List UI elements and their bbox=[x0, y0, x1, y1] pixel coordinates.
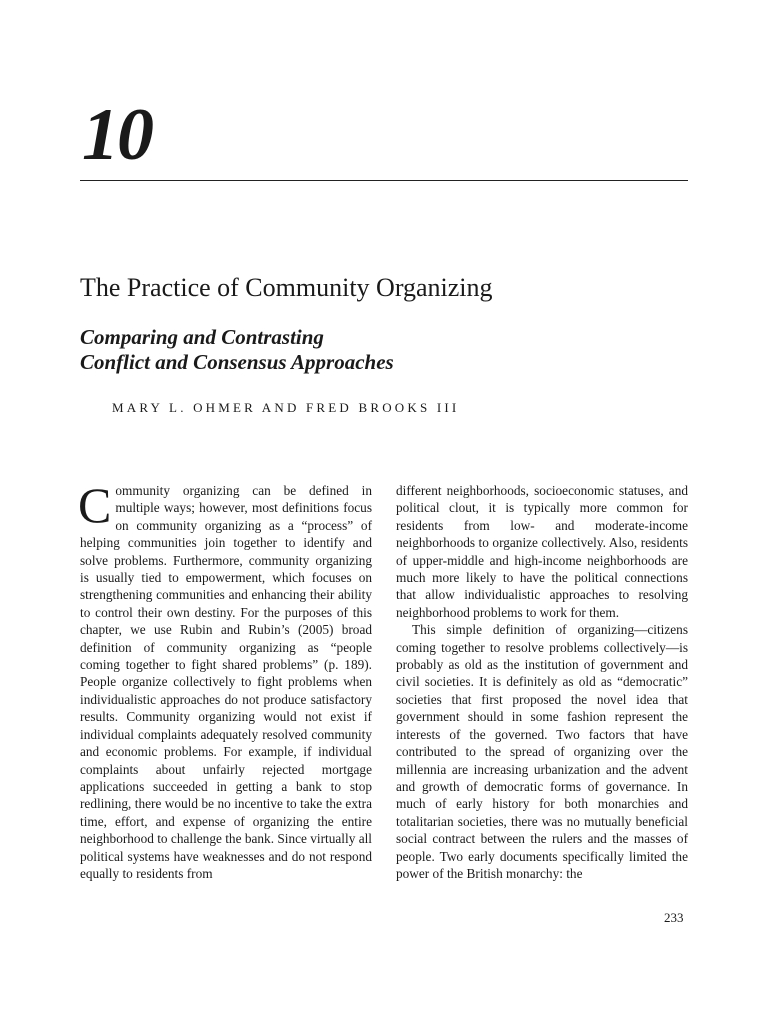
chapter-rule bbox=[80, 180, 688, 181]
body-paragraph: different neighborhoods, socioeconomic statuses, and political clout, it is typically more common for residents from low- and moderate-income neighborhoods to organize collectively. Also, residents of upper-middle and high-income neighborhoods are much more likely to have the political connections that allow individualistic approaches to resolving neighborhood problems to work for them. bbox=[396, 483, 688, 620]
drop-cap: C bbox=[78, 477, 112, 533]
right-column bbox=[396, 482, 688, 882]
subtitle-line-2: Conflict and Consensus Approaches bbox=[80, 350, 394, 374]
body-paragraph bbox=[78, 477, 372, 882]
subtitle-line-1: Comparing and Contrasting bbox=[80, 325, 324, 349]
paragraph-text: ommunity organizing can be defined in multiple ways; however, most definitions focus on community organizing as a “process” of helping communities join together to identify and solve problems. Furthermore, community organizing is usually tied to empowerment, which focuses on strengthening communities and enhancing their ability to control their own destiny. For the purposes of this chapter, we use Rubin and Rubin’s (2005) broad definition of community organizing as “people coming together to fight shared problems” (p. 189). People organize collectively to fight problems when individualistic approaches do not produce satisfactory results. Community organizing would not exist if individual complaints adequately resolved community and economic problems. For example, if individual complaints about unfairly rejected mortgage applications succeeded in getting a bank to stop redlining, there would be no incentive to take the extra time, effort, and expense of organizing the entire neighborhood to challenge the bank. Since virtually all political systems have weaknesses and do not respond equally to residents from bbox=[80, 483, 372, 881]
chapter-number: 10 bbox=[82, 94, 152, 176]
page-number: 233 bbox=[664, 910, 684, 925]
left-column bbox=[78, 477, 372, 882]
authors: MARY L. OHMER AND FRED BROOKS III bbox=[112, 400, 460, 415]
chapter-subtitle bbox=[80, 325, 394, 375]
body-paragraph: This simple definition of organizing—citizens coming together to resolve problems collectively—is probably as old as the institution of government and civil societies. It is definitely as old as “democratic” societies that first proposed the novel idea that government should in some fashion represent the interests of the governed. Two factors that have contributed to the spread of organizing over the millennia are increasing urbanization and the advent and growth of democratic forms of governance. In much of early history for both monarchies and totalitarian societies, there was no mutually beneficial social contract between the rulers and the masses of people. Two early documents specifically limited the power of the British monarchy: the bbox=[396, 622, 688, 881]
chapter-title: The Practice of Community Organizing bbox=[80, 273, 493, 302]
